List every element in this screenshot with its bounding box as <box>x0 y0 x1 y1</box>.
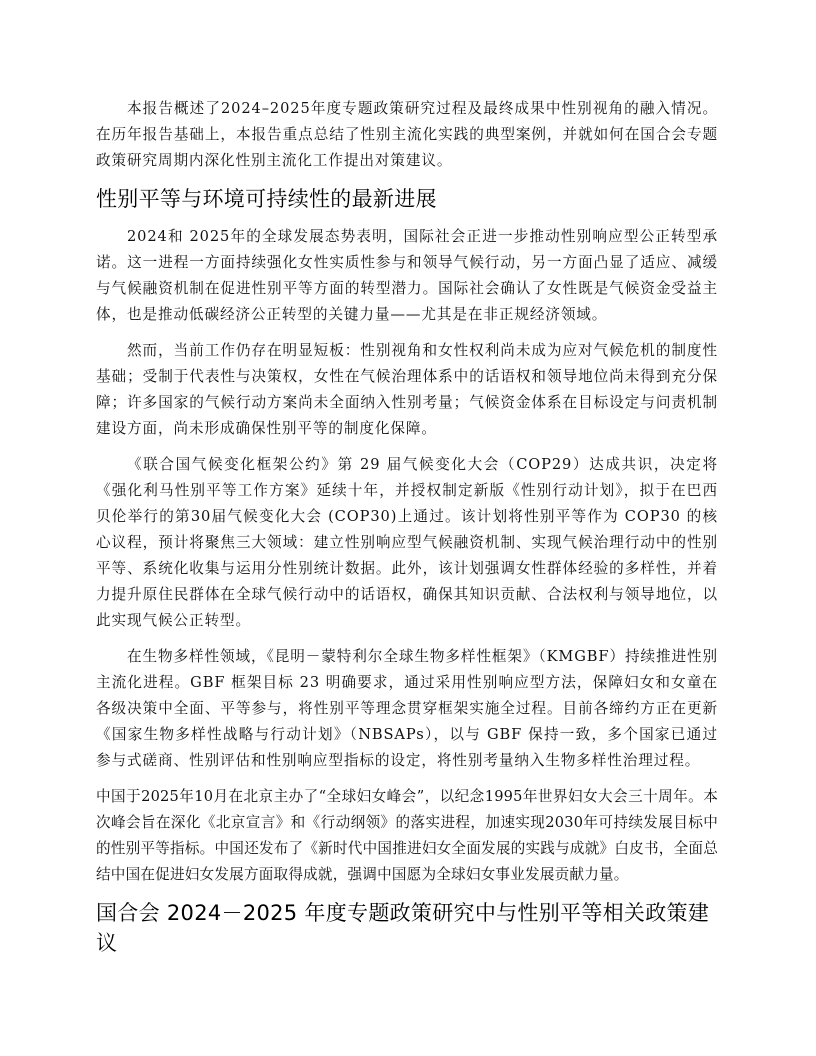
section-heading-policy-recommendations: 国合会 2024－2025 年度专题政策研究中与性别平等相关政策建议 <box>96 901 710 955</box>
paragraph-shortcomings: 然而，当前工作仍存在明显短板：性别视角和女性权利尚未成为应对气候危机的制度性基础；受制于代表性与决策权，女性在气候治理体系中的话语权和领导地位尚未得到充分保障；许多国家的气候行动方案尚未全面纳入性别考量；气候资金体系在目标设定与问责机制建设方面，尚未形成确保性别平等的制度化保障。 <box>96 342 718 437</box>
paragraph-cop29: 《联合国气候变化框架公约》第 29 届气候变化大会（COP29）达成共识，决定将《强化利马性别平等工作方案》延续十年，并授权制定新版《性别行动计划》，拟于在巴西贝伦举行的第30届气候变化大会 (COP30)上通过。该计划将性别平等作为 COP30 的核心议程，预计将聚焦三大领域：建立性别响应型气候融资机制、实现气候治理行动中的性别平等、系统化收集与运用分性别统计数据。此外，该计划强调女性群体经验的多样性，并着力提升原住民群体在全球气候行动中的话语权，确保其知识贡献、合法权利与领导地位，以此实现气候公正转型。 <box>96 456 718 629</box>
paragraph-global-trends: 2024和 2025年的全球发展态势表明，国际社会正进一步推动性别响应型公正转型承诺。这一进程一方面持续强化女性实质性参与和领导气候行动，另一方面凸显了适应、减缓与气候融资机制在促进性别平等方面的转型潜力。国际社会确认了女性既是气候资金受益主体，也是推动低碳经济公正转型的关键力量——尤其是在非正规经济领域。 <box>96 228 718 323</box>
paragraph-china-summit: 中国于2025年10月在北京主办了“全球妇女峰会”，以纪念1995年世界妇女大会三十周年。本次峰会旨在深化《北京宣言》和《行动纲领》的落实进程，加速实现2030年可持续发展目标中的性别平等指标。中国还发布了《新时代中国推进妇女全面发展的实践与成就》白皮书，全面总结中国在促进妇女发展方面取得成就，强调中国愿为全球妇女事业发展贡献力量。 <box>96 788 718 883</box>
intro-paragraph: 本报告概述了2024–2025年度专题政策研究过程及最终成果中性别视角的融入情况。在历年报告基础上，本报告重点总结了性别主流化实践的典型案例，并就如何在国合会专题政策研究周期内深化性别主流化工作提出对策建议。 <box>96 100 718 169</box>
document-page <box>96 96 718 968</box>
paragraph-biodiversity: 在生物多样性领域，《昆明－蒙特利尔全球生物多样性框架》（KMGBF）持续推进性别主流化进程。GBF 框架目标 23 明确要求，通过采用性别响应型方法，保障妇女和女童在各级决策中全面、平等参与，将性别平等理念贯穿框架实施全过程。目前各缔约方正在更新《国家生物多样性战略与行动计划》（NBSAPs），以与 GBF 保持一致，多个国家已通过参与式磋商、性别评估和性别响应型指标的设定，将性别考量纳入生物多样性治理过程。 <box>96 648 718 769</box>
section-heading-recent-progress: 性别平等与环境可持续性的最新进展 <box>96 187 437 211</box>
